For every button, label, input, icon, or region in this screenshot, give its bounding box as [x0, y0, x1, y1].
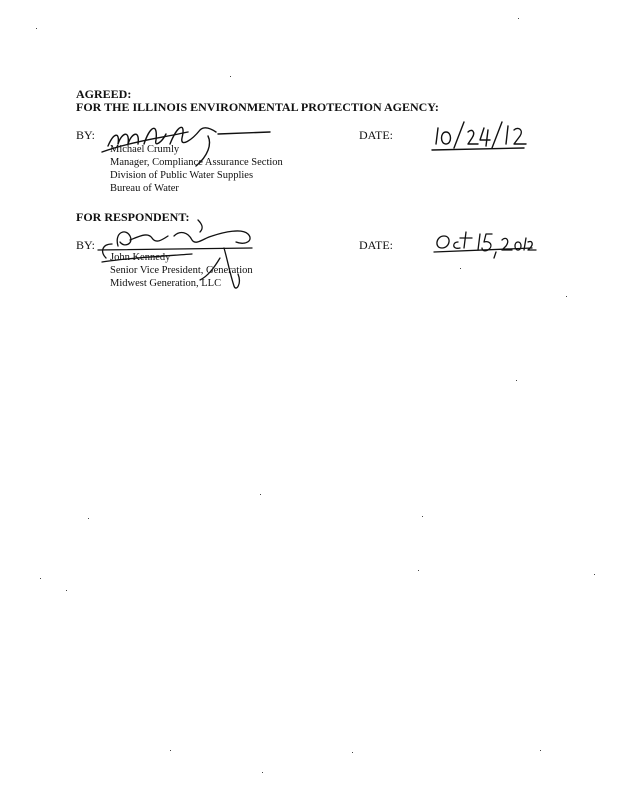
- scan-speck: [594, 574, 595, 575]
- agency-by-label: BY:: [76, 128, 95, 142]
- agreed-heading: AGREED:: [76, 87, 132, 101]
- scan-speck: [518, 18, 519, 19]
- scan-speck: [516, 380, 517, 381]
- respondent-handwritten-date: [432, 228, 536, 262]
- agency-date-label: DATE:: [359, 128, 393, 142]
- scan-speck: [540, 750, 541, 751]
- respondent-signer-title-1: Senior Vice President, Generation: [110, 265, 253, 276]
- respondent-by-label: BY:: [76, 238, 95, 252]
- scan-speck: [40, 578, 41, 579]
- scan-speck: [418, 570, 419, 571]
- scan-speck: [352, 752, 353, 753]
- agency-heading: FOR THE ILLINOIS ENVIRONMENTAL PROTECTION AGENCY:: [76, 100, 439, 114]
- respondent-date-label: DATE:: [359, 238, 393, 252]
- scan-speck: [566, 296, 567, 297]
- scan-speck: [262, 772, 263, 773]
- scan-speck: [36, 28, 37, 29]
- scan-speck: [170, 750, 171, 751]
- scan-speck: [88, 518, 89, 519]
- scan-speck: [260, 494, 261, 495]
- respondent-signer-name: John Kennedy: [110, 252, 171, 263]
- scan-speck: [460, 268, 461, 269]
- agency-signer-title-3: Bureau of Water: [110, 183, 179, 194]
- scan-speck: [422, 516, 423, 517]
- agency-handwritten-date: [428, 118, 528, 154]
- scan-speck: [230, 76, 231, 77]
- respondent-heading: FOR RESPONDENT:: [76, 210, 190, 224]
- agency-signer-title-1: Manager, Compliance Assurance Section: [110, 157, 283, 168]
- agency-signer-title-2: Division of Public Water Supplies: [110, 170, 254, 181]
- agency-signer-name: Michael Crumly: [110, 144, 180, 155]
- scan-speck: [66, 590, 67, 591]
- respondent-signer-title-2: Midwest Generation, LLC: [110, 278, 222, 289]
